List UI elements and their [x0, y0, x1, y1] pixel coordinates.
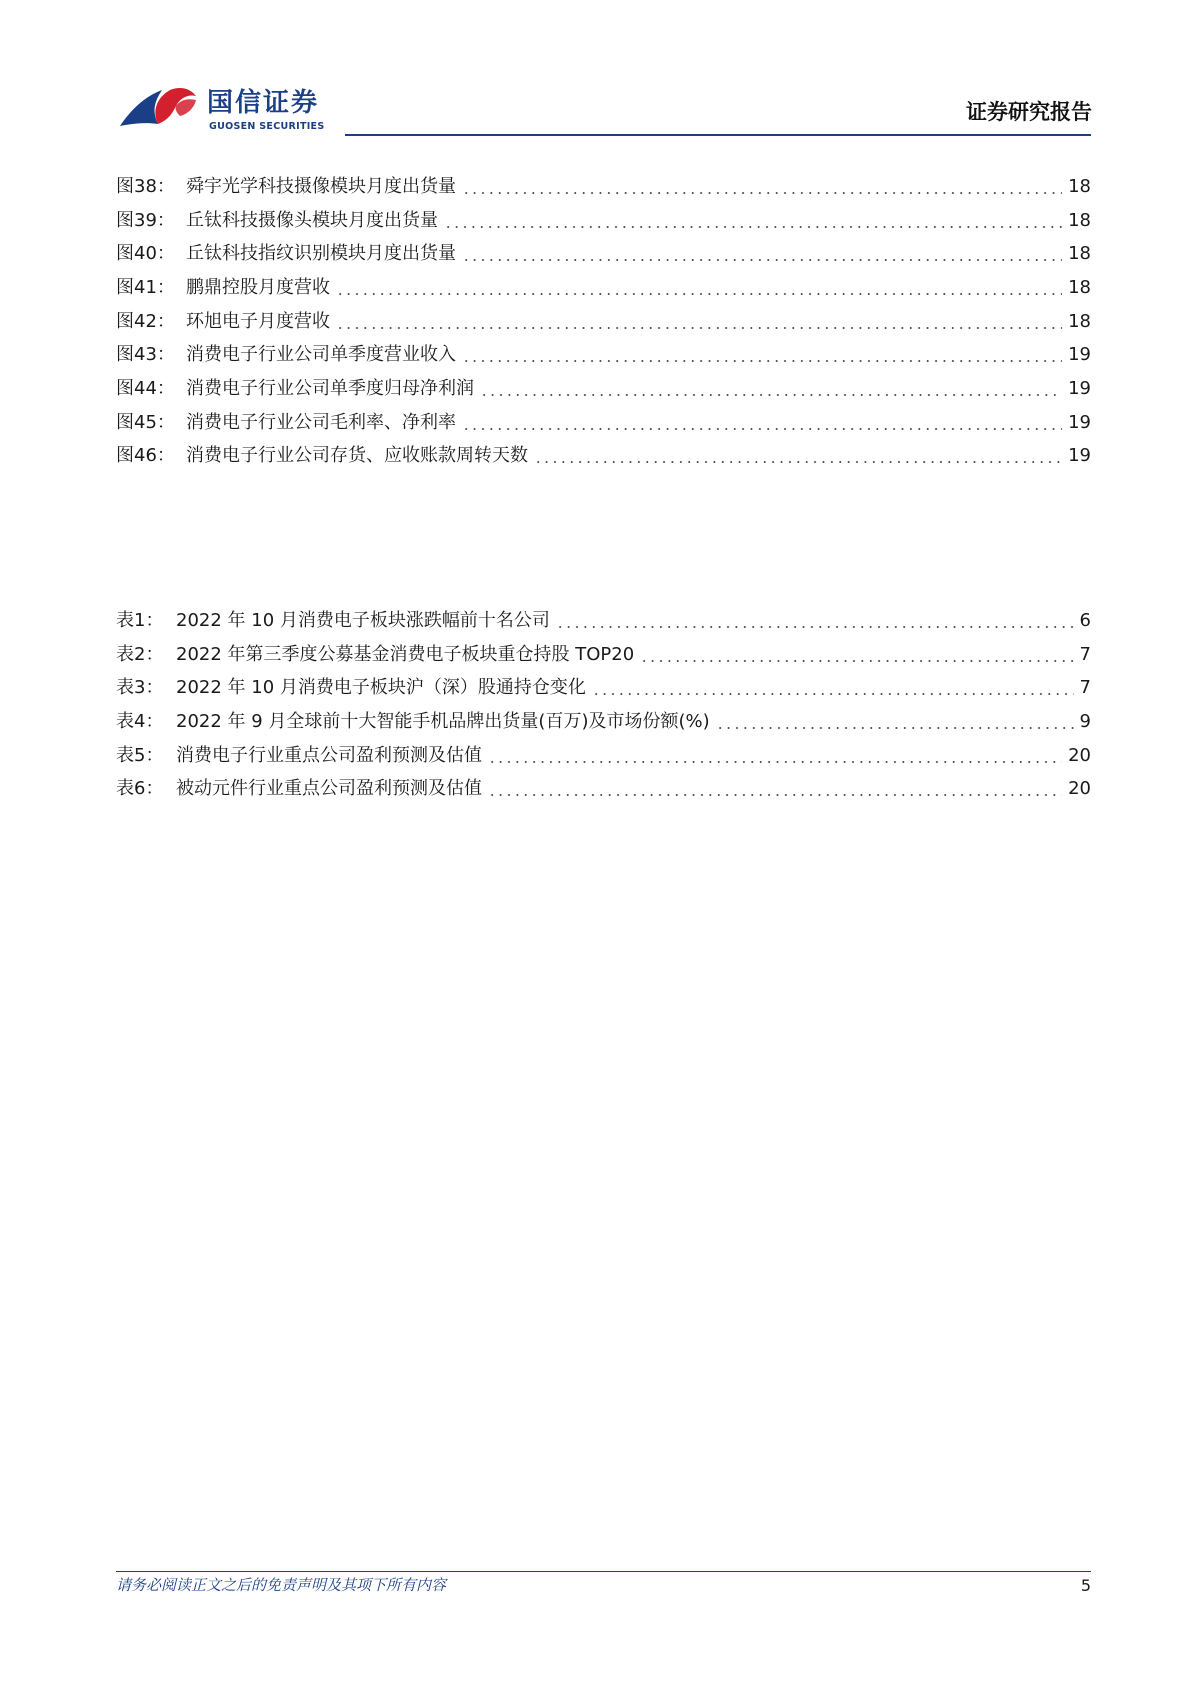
tables-toc: [116, 604, 1091, 806]
guosen-logo-icon: [118, 86, 206, 138]
toc-page-number: 19: [1068, 411, 1091, 433]
toc-title: 消费电子行业公司存货、应收账款周转天数: [186, 445, 528, 467]
toc-leader-dots: [556, 626, 1074, 628]
toc-leader-dots: [534, 461, 1062, 463]
toc-label: 表5：: [116, 744, 164, 766]
toc-entry[interactable]: [116, 271, 1091, 305]
toc-title: 2022 年第三季度公募基金消费电子板块重仓持股 TOP20: [176, 643, 635, 665]
figures-toc: [116, 170, 1091, 473]
toc-page-number: 18: [1068, 276, 1091, 298]
toc-page-number: 9: [1079, 710, 1091, 732]
toc-label: 表2：: [116, 643, 164, 665]
toc-entry[interactable]: [116, 638, 1091, 672]
toc-title: 被动元件行业重点公司盈利预测及估值: [176, 778, 482, 800]
toc-label: 图41：: [116, 276, 175, 298]
toc-title: 舜宇光学科技摄像模块月度出货量: [186, 175, 456, 197]
toc-leader-dots: [462, 192, 1062, 194]
toc-label: 表6：: [116, 778, 164, 800]
toc-title: 2022 年 10 月消费电子板块涨跌幅前十名公司: [176, 609, 550, 631]
toc-title: 消费电子行业重点公司盈利预测及估值: [176, 744, 482, 766]
toc-leader-dots: [488, 761, 1062, 763]
logo-chinese-name: 国信证券: [207, 88, 320, 118]
header-divider: [345, 134, 1091, 136]
toc-label: 表4：: [116, 710, 164, 732]
toc-page-number: 20: [1068, 744, 1091, 766]
toc-leader-dots: [592, 693, 1074, 695]
toc-title: 2022 年 9 月全球前十大智能手机品牌出货量(百万)及市场份额(%): [176, 710, 710, 732]
footer-page-number: 5: [1080, 1576, 1091, 1595]
toc-page-number: 20: [1068, 778, 1091, 800]
toc-page-number: 19: [1068, 377, 1091, 399]
toc-entry[interactable]: [116, 440, 1091, 474]
toc-leader-dots: [716, 727, 1074, 729]
toc-entry[interactable]: [116, 170, 1091, 204]
toc-entry[interactable]: [116, 705, 1091, 739]
toc-page-number: 19: [1068, 445, 1091, 467]
toc-page-number: 18: [1068, 243, 1091, 265]
toc-page-number: 7: [1079, 643, 1091, 665]
toc-title: 消费电子行业公司单季度归母净利润: [186, 377, 474, 399]
toc-page-number: 7: [1079, 677, 1091, 699]
toc-leader-dots: [488, 794, 1062, 796]
toc-label: 图40：: [116, 243, 175, 265]
toc-page-number: 18: [1068, 175, 1091, 197]
toc-label: 表3：: [116, 677, 164, 699]
toc-entry[interactable]: [116, 237, 1091, 271]
toc-leader-dots: [480, 394, 1062, 396]
toc-entry[interactable]: [116, 604, 1091, 638]
toc-label: 图38：: [116, 175, 175, 197]
toc-leader-dots: [640, 660, 1073, 662]
toc-leader-dots: [462, 259, 1062, 261]
toc-page-number: 18: [1068, 209, 1091, 231]
toc-title: 丘钛科技指纹识别模块月度出货量: [186, 243, 456, 265]
toc-page-number: 6: [1079, 609, 1091, 631]
toc-title: 丘钛科技摄像头模块月度出货量: [186, 209, 438, 231]
toc-title: 消费电子行业公司毛利率、净利率: [186, 411, 456, 433]
toc-leader-dots: [336, 293, 1062, 295]
toc-page-number: 19: [1068, 344, 1091, 366]
toc-label: 图45：: [116, 411, 175, 433]
toc-leader-dots: [444, 226, 1062, 228]
toc-entry[interactable]: [116, 338, 1091, 372]
page-header: [0, 0, 1190, 140]
toc-leader-dots: [462, 360, 1062, 362]
toc-label: 图44：: [116, 377, 175, 399]
toc-entry[interactable]: [116, 406, 1091, 440]
toc-title: 消费电子行业公司单季度营业收入: [186, 344, 456, 366]
toc-entry[interactable]: [116, 305, 1091, 339]
logo-english-name: GUOSEN SECURITIES: [209, 121, 325, 132]
toc-title: 环旭电子月度营收: [186, 310, 330, 332]
footer-divider: [116, 1571, 1091, 1572]
report-type-title: 证券研究报告: [966, 100, 1092, 124]
toc-label: 图46：: [116, 445, 175, 467]
toc-label: 表1：: [116, 609, 164, 631]
toc-entry[interactable]: [116, 204, 1091, 238]
toc-title: 2022 年 10 月消费电子板块沪（深）股通持仓变化: [176, 677, 586, 699]
footer-disclaimer: 请务必阅读正文之后的免责声明及其项下所有内容: [116, 1576, 447, 1594]
toc-label: 图42：: [116, 310, 175, 332]
toc-page-number: 18: [1068, 310, 1091, 332]
toc-entry[interactable]: [116, 671, 1091, 705]
toc-entry[interactable]: [116, 739, 1091, 773]
toc-entry[interactable]: [116, 372, 1091, 406]
toc-label: 图43：: [116, 344, 175, 366]
toc-leader-dots: [336, 327, 1062, 329]
toc-leader-dots: [462, 428, 1062, 430]
toc-entry[interactable]: [116, 772, 1091, 806]
toc-title: 鹏鼎控股月度营收: [186, 276, 330, 298]
toc-label: 图39：: [116, 209, 175, 231]
